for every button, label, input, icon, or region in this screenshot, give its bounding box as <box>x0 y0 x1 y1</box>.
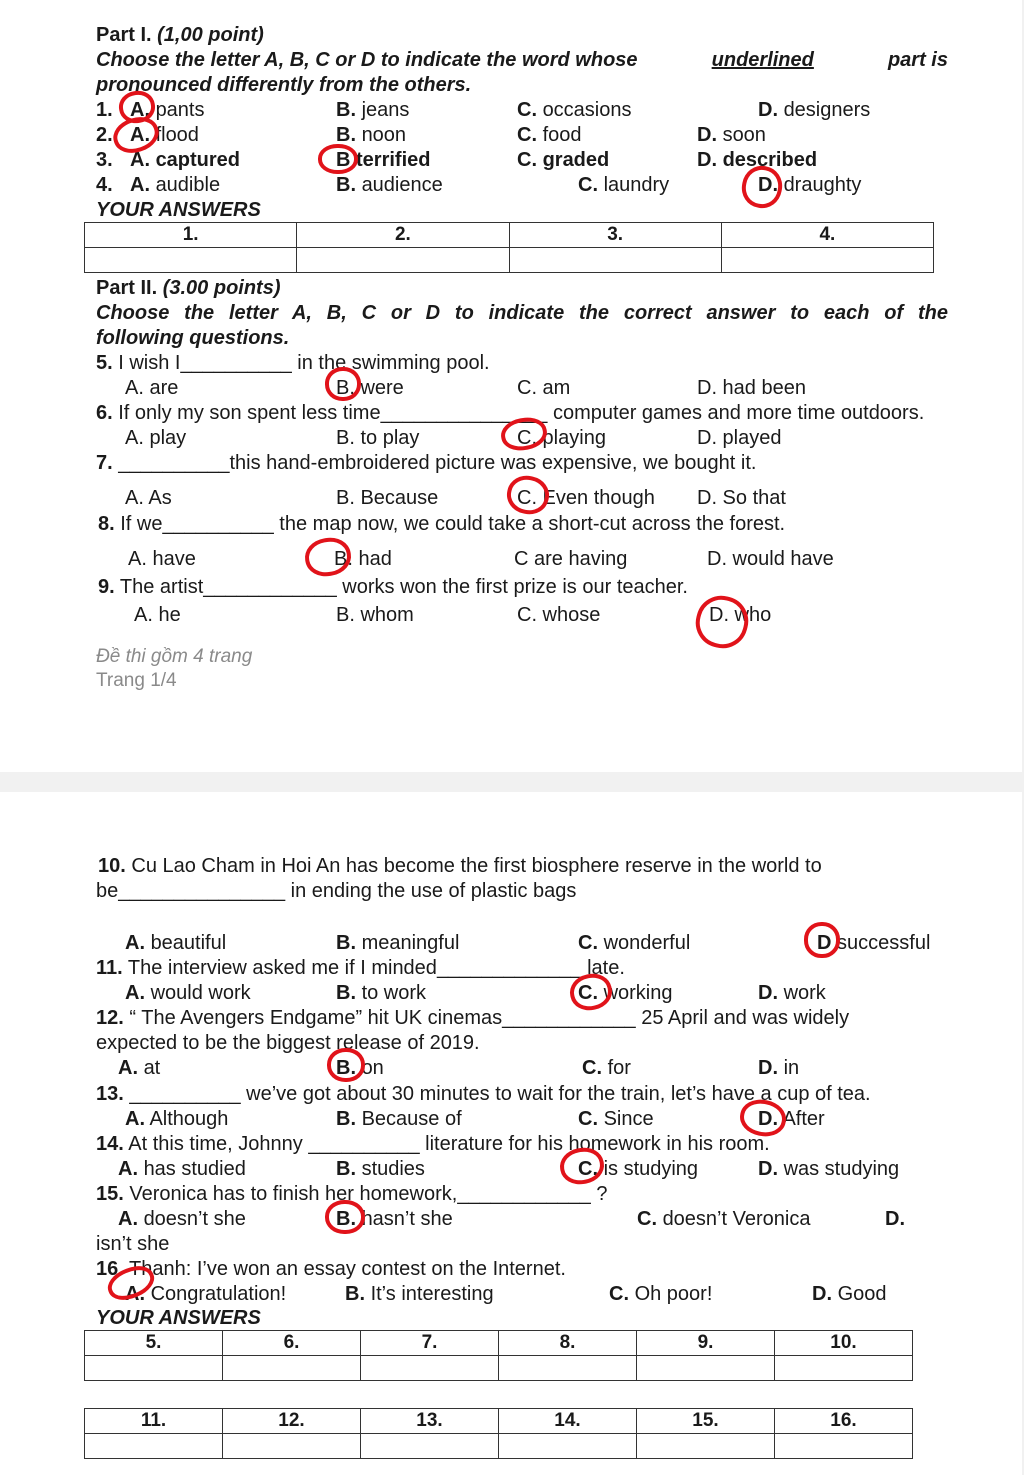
option-b[interactable]: B. audience <box>336 174 443 196</box>
option-d[interactable]: D. <box>885 1208 905 1230</box>
option-a[interactable]: A. he <box>134 604 181 626</box>
answer-header: 14. <box>499 1409 637 1434</box>
option-a[interactable]: A. flood <box>130 124 199 146</box>
answer-header: 10. <box>775 1331 913 1356</box>
option-c[interactable]: C. occasions <box>517 99 632 121</box>
option-b[interactable]: B. jeans <box>336 99 410 121</box>
answers-label-part2: YOUR ANSWERS <box>96 1307 261 1329</box>
answer-header: 9. <box>637 1331 775 1356</box>
answer-header: 1. <box>85 223 297 248</box>
option-c[interactable]: C. laundry <box>578 174 670 196</box>
option-a[interactable]: A. doesn’t she <box>118 1208 246 1230</box>
option-b[interactable]: B. were <box>336 377 404 399</box>
option-b[interactable]: B terrified <box>336 149 431 171</box>
answer-header: 4. <box>721 223 933 248</box>
answer-cell[interactable] <box>85 1356 223 1381</box>
option-d-text[interactable]: isn’t she <box>96 1233 170 1255</box>
option-d[interactable]: D. described <box>697 149 818 171</box>
option-b[interactable]: B. had <box>334 548 392 570</box>
question-stem: 8. If we__________ the map now, we could take a short-cut across the forest. <box>98 513 786 535</box>
answer-cell[interactable] <box>637 1434 775 1459</box>
question-stem-cont: expected to be the biggest release of 2019. <box>96 1032 480 1054</box>
option-b[interactable]: B. on <box>336 1057 384 1079</box>
page-number: Trang 1/4 <box>96 670 177 691</box>
question-number: 4. <box>96 174 113 196</box>
option-d[interactable]: D. So that <box>697 487 786 509</box>
question-stem: 10. Cu Lao Cham in Hoi An has become the first biosphere reserve in the world to <box>98 855 822 877</box>
option-a[interactable]: A. captured <box>130 149 241 171</box>
answer-cell[interactable] <box>499 1434 637 1459</box>
option-b[interactable]: B. studies <box>336 1158 425 1180</box>
option-a[interactable]: A. have <box>128 548 196 570</box>
answer-header: 12. <box>223 1409 361 1434</box>
part1-instructions-line1: Choose the letter A, B, C or D to indicate the word whose underlined part is <box>96 49 948 71</box>
answer-cell[interactable] <box>85 1434 223 1459</box>
answer-table-5-10 <box>84 1330 913 1381</box>
answers-label-part1: YOUR ANSWERS <box>96 199 261 221</box>
option-d[interactable]: D. would have <box>707 548 834 570</box>
option-b[interactable]: B. noon <box>336 124 407 146</box>
answer-cell[interactable] <box>775 1356 913 1381</box>
option-a[interactable]: A. at <box>118 1057 161 1079</box>
option-c[interactable]: C. graded <box>517 149 610 171</box>
page-separator <box>0 772 1024 792</box>
question-stem: 14. At this time, Johnny __________ literature for his homework in his room. <box>96 1133 770 1155</box>
option-d[interactable]: D. draughty <box>758 174 862 196</box>
answer-header: 5. <box>85 1331 223 1356</box>
answer-header: 8. <box>499 1331 637 1356</box>
option-a[interactable]: A. audible <box>130 174 221 196</box>
part1-instructions-line2: pronounced differently from the others. <box>96 74 472 96</box>
answer-header: 2. <box>297 223 509 248</box>
answer-header: 11. <box>85 1409 223 1434</box>
option-a[interactable]: A. has studied <box>118 1158 246 1180</box>
answer-cell[interactable] <box>721 248 933 273</box>
option-d[interactable]: D. designers <box>758 99 871 121</box>
option-c[interactable]: C. wonderful <box>578 932 691 954</box>
answer-cell[interactable] <box>499 1356 637 1381</box>
option-c[interactable]: C. Even though <box>517 487 655 509</box>
question-stem: 12. “ The Avengers Endgame” hit UK cinemas____________ 25 April and was widely <box>96 1007 850 1029</box>
option-b[interactable]: B. Because of <box>336 1108 462 1130</box>
exam-page-2 <box>0 792 1022 1475</box>
answer-table-part1 <box>84 222 934 273</box>
answer-header: 7. <box>361 1331 499 1356</box>
option-c[interactable]: C. Oh poor! <box>609 1283 713 1305</box>
option-a[interactable]: A. would work <box>125 982 251 1004</box>
option-c[interactable]: C. for <box>582 1057 631 1079</box>
option-a[interactable]: A. are <box>125 377 179 399</box>
question-stem-cont: be_______________ in ending the use of plastic bags <box>96 880 577 902</box>
answer-cell[interactable] <box>223 1356 361 1381</box>
answer-header: 13. <box>361 1409 499 1434</box>
answer-cell[interactable] <box>637 1356 775 1381</box>
option-b[interactable]: B. Because <box>336 487 439 509</box>
answer-cell[interactable] <box>361 1356 499 1381</box>
option-a[interactable]: A. play <box>125 427 187 449</box>
question-number: 3. <box>96 149 113 171</box>
option-a[interactable]: A. Although <box>125 1108 229 1130</box>
option-d[interactable]: D. Good <box>812 1283 887 1305</box>
part2-instructions-line2: following questions. <box>96 327 290 349</box>
option-a[interactable]: A. pants <box>130 99 205 121</box>
answer-header: 6. <box>223 1331 361 1356</box>
option-d[interactable]: D. was studying <box>758 1158 900 1180</box>
option-d[interactable]: D successful <box>817 932 931 954</box>
option-c[interactable]: C. whose <box>517 604 601 626</box>
option-b[interactable]: B. hasn’t she <box>336 1208 453 1230</box>
question-number: 2. <box>96 124 113 146</box>
page-count-note: Đề thi gồm 4 trang <box>96 646 253 667</box>
option-c[interactable]: C are having <box>514 548 628 570</box>
question-stem: 5. I wish I__________ in the swimming pool. <box>96 352 490 374</box>
option-c[interactable]: C. Since <box>578 1108 654 1130</box>
option-b[interactable]: B. to work <box>336 982 427 1004</box>
answer-cell[interactable] <box>361 1434 499 1459</box>
option-d[interactable]: D. played <box>697 427 782 449</box>
answer-table-11-16 <box>84 1408 913 1459</box>
option-a[interactable]: A. As <box>125 487 172 509</box>
question-stem: 16. Thanh: I’ve won an essay contest on the Internet. <box>96 1258 566 1280</box>
answer-cell[interactable] <box>509 248 721 273</box>
option-b[interactable]: B. to play <box>336 427 420 449</box>
question-stem: 11. The interview asked me if I minded_____________ late. <box>96 957 625 979</box>
option-b[interactable]: B. whom <box>336 604 414 626</box>
question-stem: 7. __________this hand-embroidered picture was expensive, we bought it. <box>96 452 757 474</box>
option-d[interactable]: D. in <box>758 1057 800 1079</box>
option-c[interactable]: C. is studying <box>578 1158 699 1180</box>
option-c[interactable]: C. doesn’t Veronica <box>637 1208 811 1230</box>
option-c[interactable]: C. am <box>517 377 571 399</box>
answer-header: 15. <box>637 1409 775 1434</box>
option-d[interactable]: D. After <box>758 1108 825 1130</box>
option-a[interactable]: A. Congratulation! <box>125 1283 287 1305</box>
option-d[interactable]: D. who <box>709 604 772 626</box>
option-a[interactable]: A. beautiful <box>125 932 227 954</box>
option-b[interactable]: B. meaningful <box>336 932 460 954</box>
part2-title: Part II. (3.00 points) <box>96 277 281 299</box>
part1-title: Part I. (1,00 point) <box>96 24 264 46</box>
question-stem: 9. The artist____________ works won the first prize is our teacher. <box>98 576 688 598</box>
answer-cell[interactable] <box>775 1434 913 1459</box>
answer-cell[interactable] <box>85 248 297 273</box>
question-number: 1. <box>96 99 113 121</box>
option-c[interactable]: C. food <box>517 124 582 146</box>
option-b[interactable]: B. It’s interesting <box>345 1283 494 1305</box>
answer-cell[interactable] <box>223 1434 361 1459</box>
question-stem: 6. If only my son spent less time_______________ computer games and more time outdoors. <box>96 402 925 424</box>
option-c[interactable]: C. playing <box>517 427 606 449</box>
answer-header: 3. <box>509 223 721 248</box>
answer-header: 16. <box>775 1409 913 1434</box>
question-stem: 15. Veronica has to finish her homework,____________ ? <box>96 1183 608 1205</box>
option-d[interactable]: D. had been <box>697 377 806 399</box>
answer-cell[interactable] <box>297 248 509 273</box>
option-d[interactable]: D. soon <box>697 124 766 146</box>
question-stem: 13. __________ we’ve got about 30 minutes to wait for the train, let’s have a cup of tea. <box>96 1083 871 1105</box>
option-d[interactable]: D. work <box>758 982 826 1004</box>
part2-instructions-line1: Choose the letter A, B, C or D to indicate the correct answer to each of the <box>96 302 948 324</box>
option-c[interactable]: C. working <box>578 982 673 1004</box>
